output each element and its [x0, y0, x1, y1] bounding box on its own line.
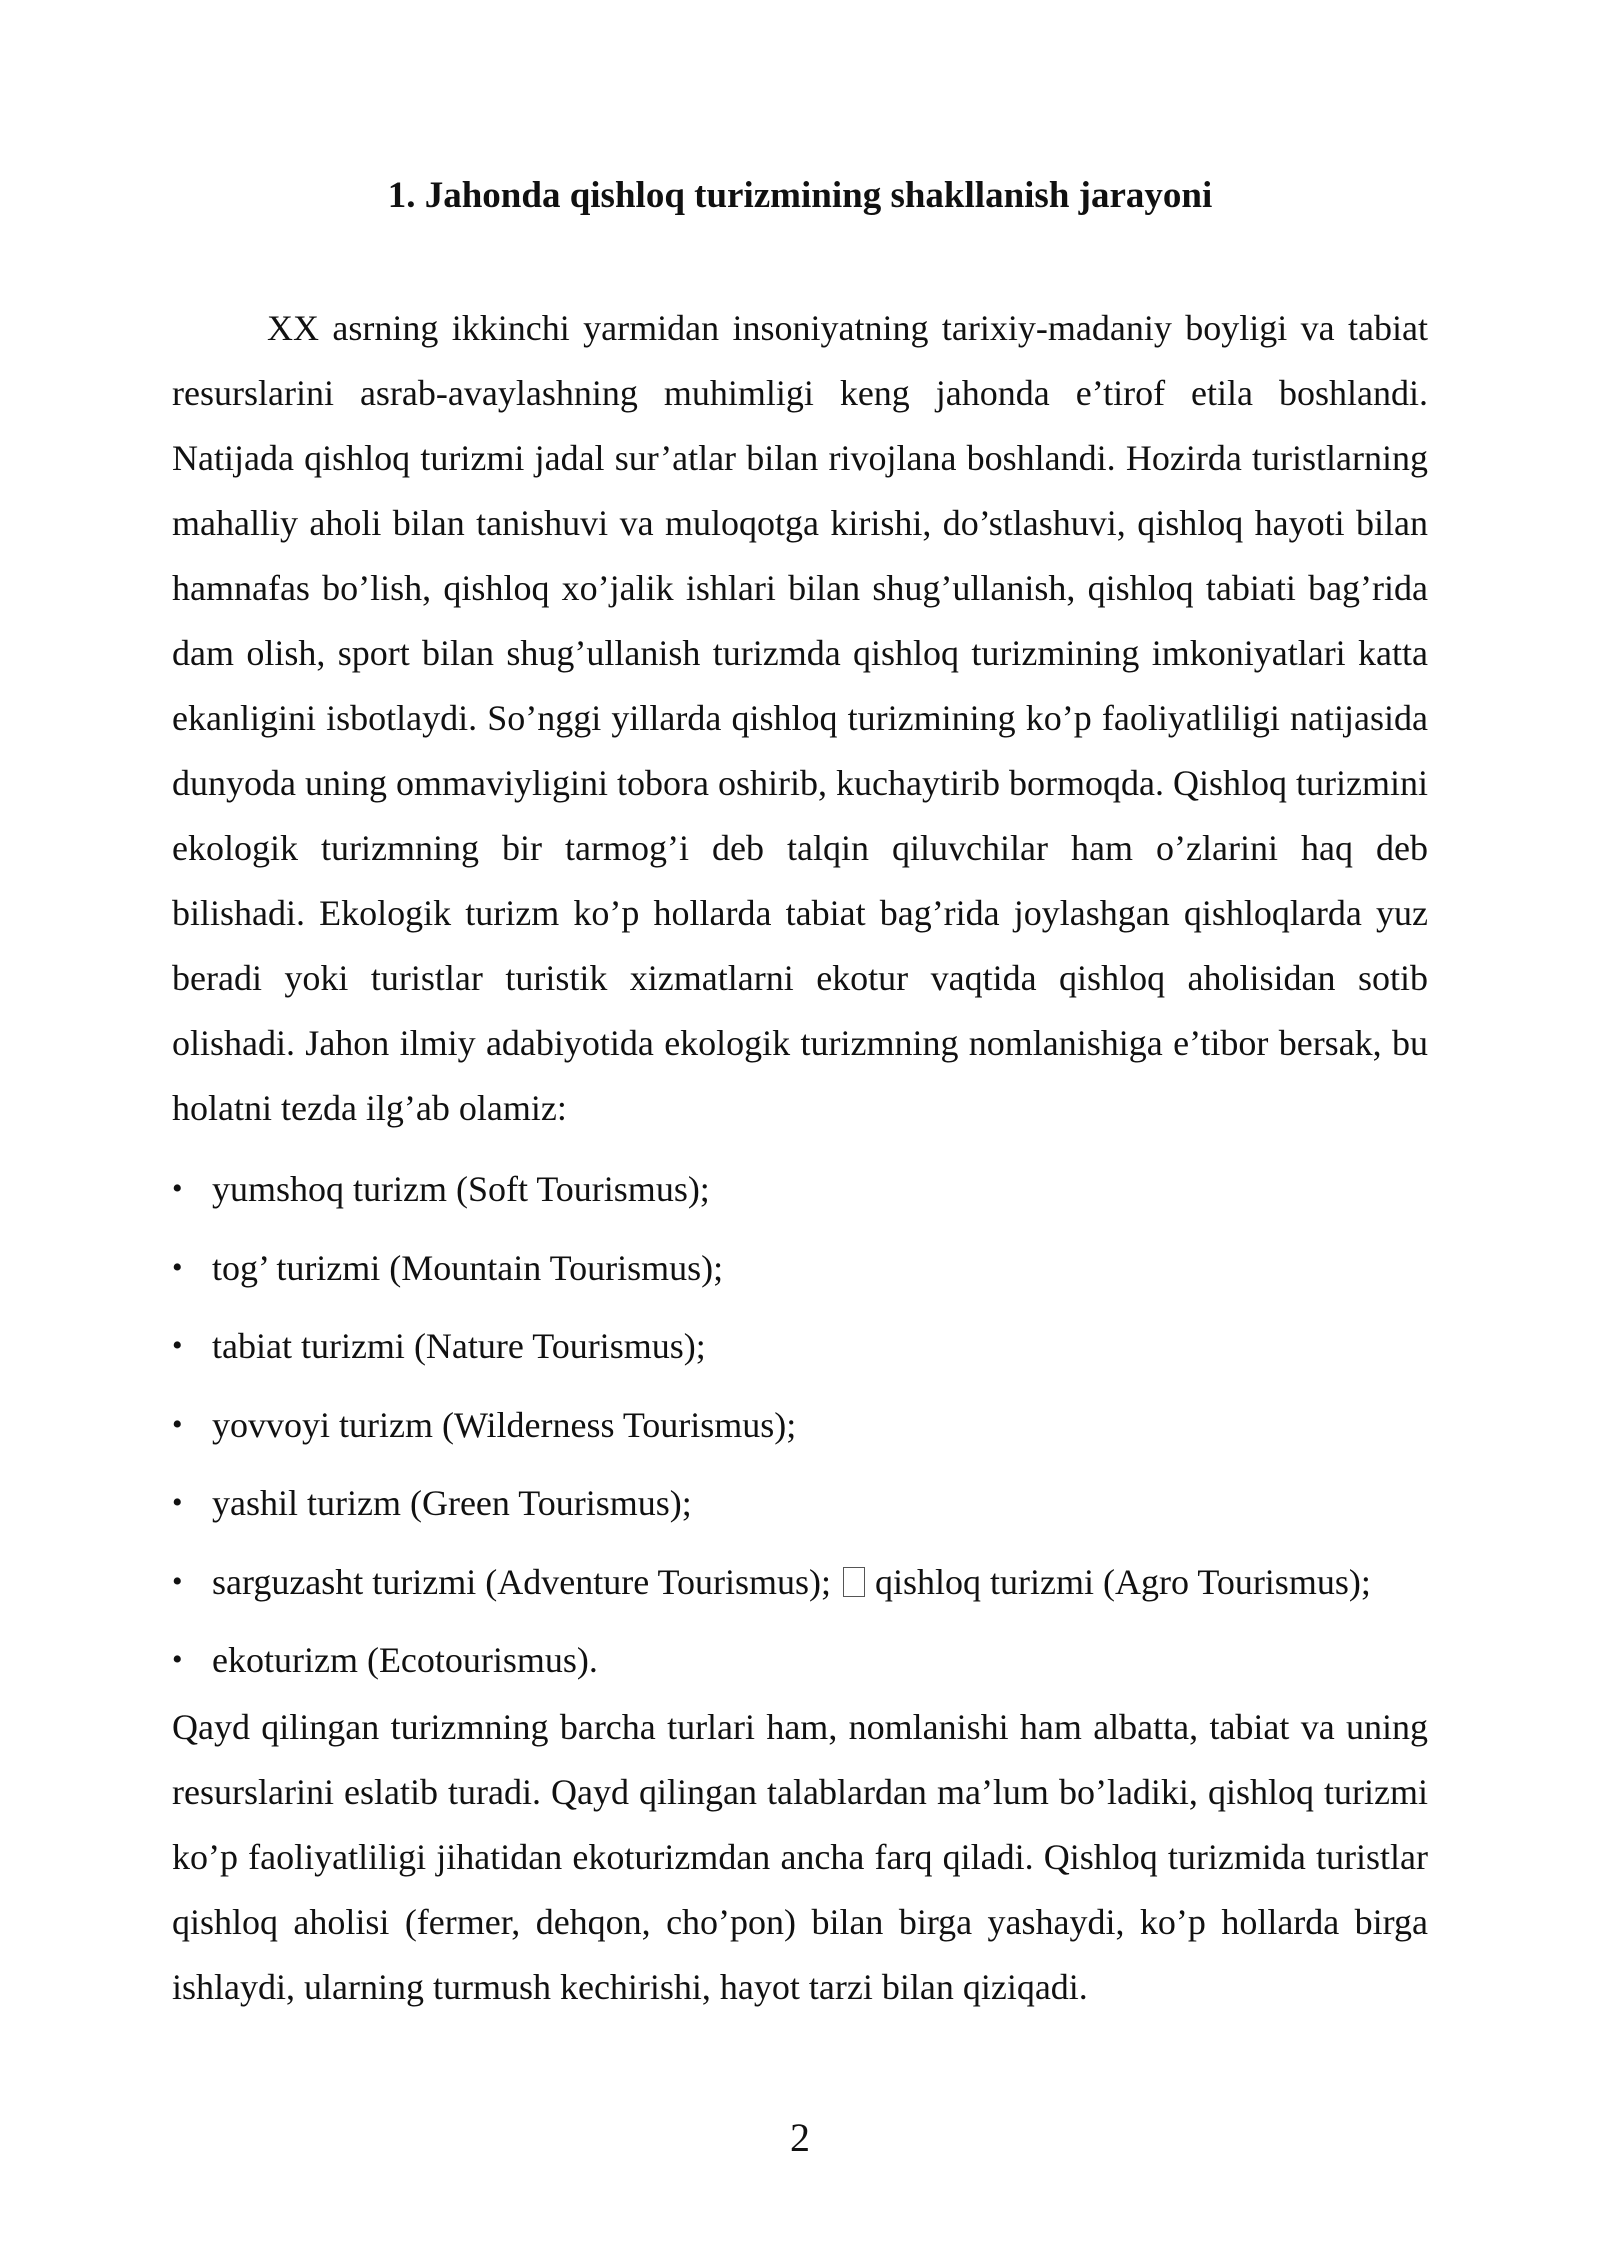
bullet-icon: • [172, 1486, 183, 1519]
bullet-icon: • [172, 1329, 183, 1362]
list-item-text: yashil turizm (Green Tourismus); [212, 1483, 692, 1523]
missing-glyph-box-icon [843, 1567, 865, 1597]
bullet-icon: • [172, 1172, 183, 1205]
bullet-icon: • [172, 1643, 183, 1676]
list-item [172, 1621, 1428, 1700]
bullet-icon: • [172, 1407, 183, 1441]
list-item [172, 1307, 1428, 1386]
list-item-text: yovvoyi turizm (Wilderness Tourismus); [212, 1404, 797, 1445]
tourism-types-list [172, 1150, 1428, 1700]
bullet-icon: • [172, 1564, 183, 1598]
list-item [172, 1464, 1428, 1543]
list-item [172, 1229, 1428, 1308]
section-heading: 1. Jahonda qishloq turizmining shakllanish jarayoni [387, 175, 1213, 216]
list-item-text: tog’ turizmi (Mountain Tourismus); [212, 1247, 724, 1288]
bullet-icon: • [172, 1250, 183, 1284]
list-item-text: yumshoq turizm (Soft Tourismus); [212, 1169, 710, 1209]
list-item-text: sarguzasht turizmi (Adventure Tourismus); [212, 1561, 832, 1602]
list-item-text: ekoturizm (Ecotourismus). [212, 1640, 598, 1680]
list-item [172, 1543, 1428, 1622]
list-item-continuation-text: qishloq turizmi (Agro Tourismus); [875, 1561, 1371, 1602]
list-item [172, 1386, 1428, 1465]
intro-paragraph: XX asrning ikkinchi yarmidan insoniyatning tarixiy-madaniy boyligi va tabiat resurslarini asrab-avaylashning muhimligi keng jahonda e’tirof etila boshlandi. Natijada qishloq turizmi jadal sur’atlar bilan rivojlana boshlandi. Hozirda turistlarning mahalliy aholi bilan tanishuvi va muloqotga kirishi, do’stlashuvi, qishloq hayoti bilan hamnafas bo’lish, qishloq xo’jalik ishlari bilan shug’ullanish, qishloq tabiati bag’rida dam olish, sport bilan shug’ullanish turizmda qishloq turizmining imkoniyatlari katta ekanligini isbotlaydi. So’nggi yillarda qishloq turizmining ko’p faoliyatliligi natijasida dunyoda uning ommaviyligini tobora oshirib, kuchaytirib bormoqda. Qishloq turizmini ekologik turizmning bir tarmog’i deb talqin qiluvchilar ham o’zlarini haq deb bilishadi. Ekologik turizm ko’p hollarda tabiat bag’rida joylashgan qishloqlarda yuz beradi yoki turistlar turistik xizmatlarni ekotur vaqtida qishloq aholisidan sotib olishadi. Jahon ilmiy adabiyotida ekologik turizmning nomlanishiga e’tibor bersak, bu holatni tezda ilg’ab olamiz: [172, 308, 1428, 1128]
conclusion-paragraph: Qayd qilingan turizmning barcha turlari ham, nomlanishi ham albatta, tabiat va uning resurslarini eslatib turadi. Qayd qilingan talablardan ma’lum bo’ladiki, qishloq turizmi ko’p faoliyatliligi jihatidan ekoturizmdan ancha farq qiladi. Qishloq turizmida turistlar qishloq aholisi (fermer, dehqon, cho’pon) bilan birga yashaydi, ko’p hollarda birga ishlaydi, ularning turmush kechirishi, hayot tarzi bilan qiziqadi. [172, 1707, 1428, 2007]
page-number: 2 [790, 2115, 810, 2160]
list-item [172, 1150, 1428, 1229]
list-item-text: tabiat turizmi (Nature Tourismus); [212, 1326, 706, 1366]
